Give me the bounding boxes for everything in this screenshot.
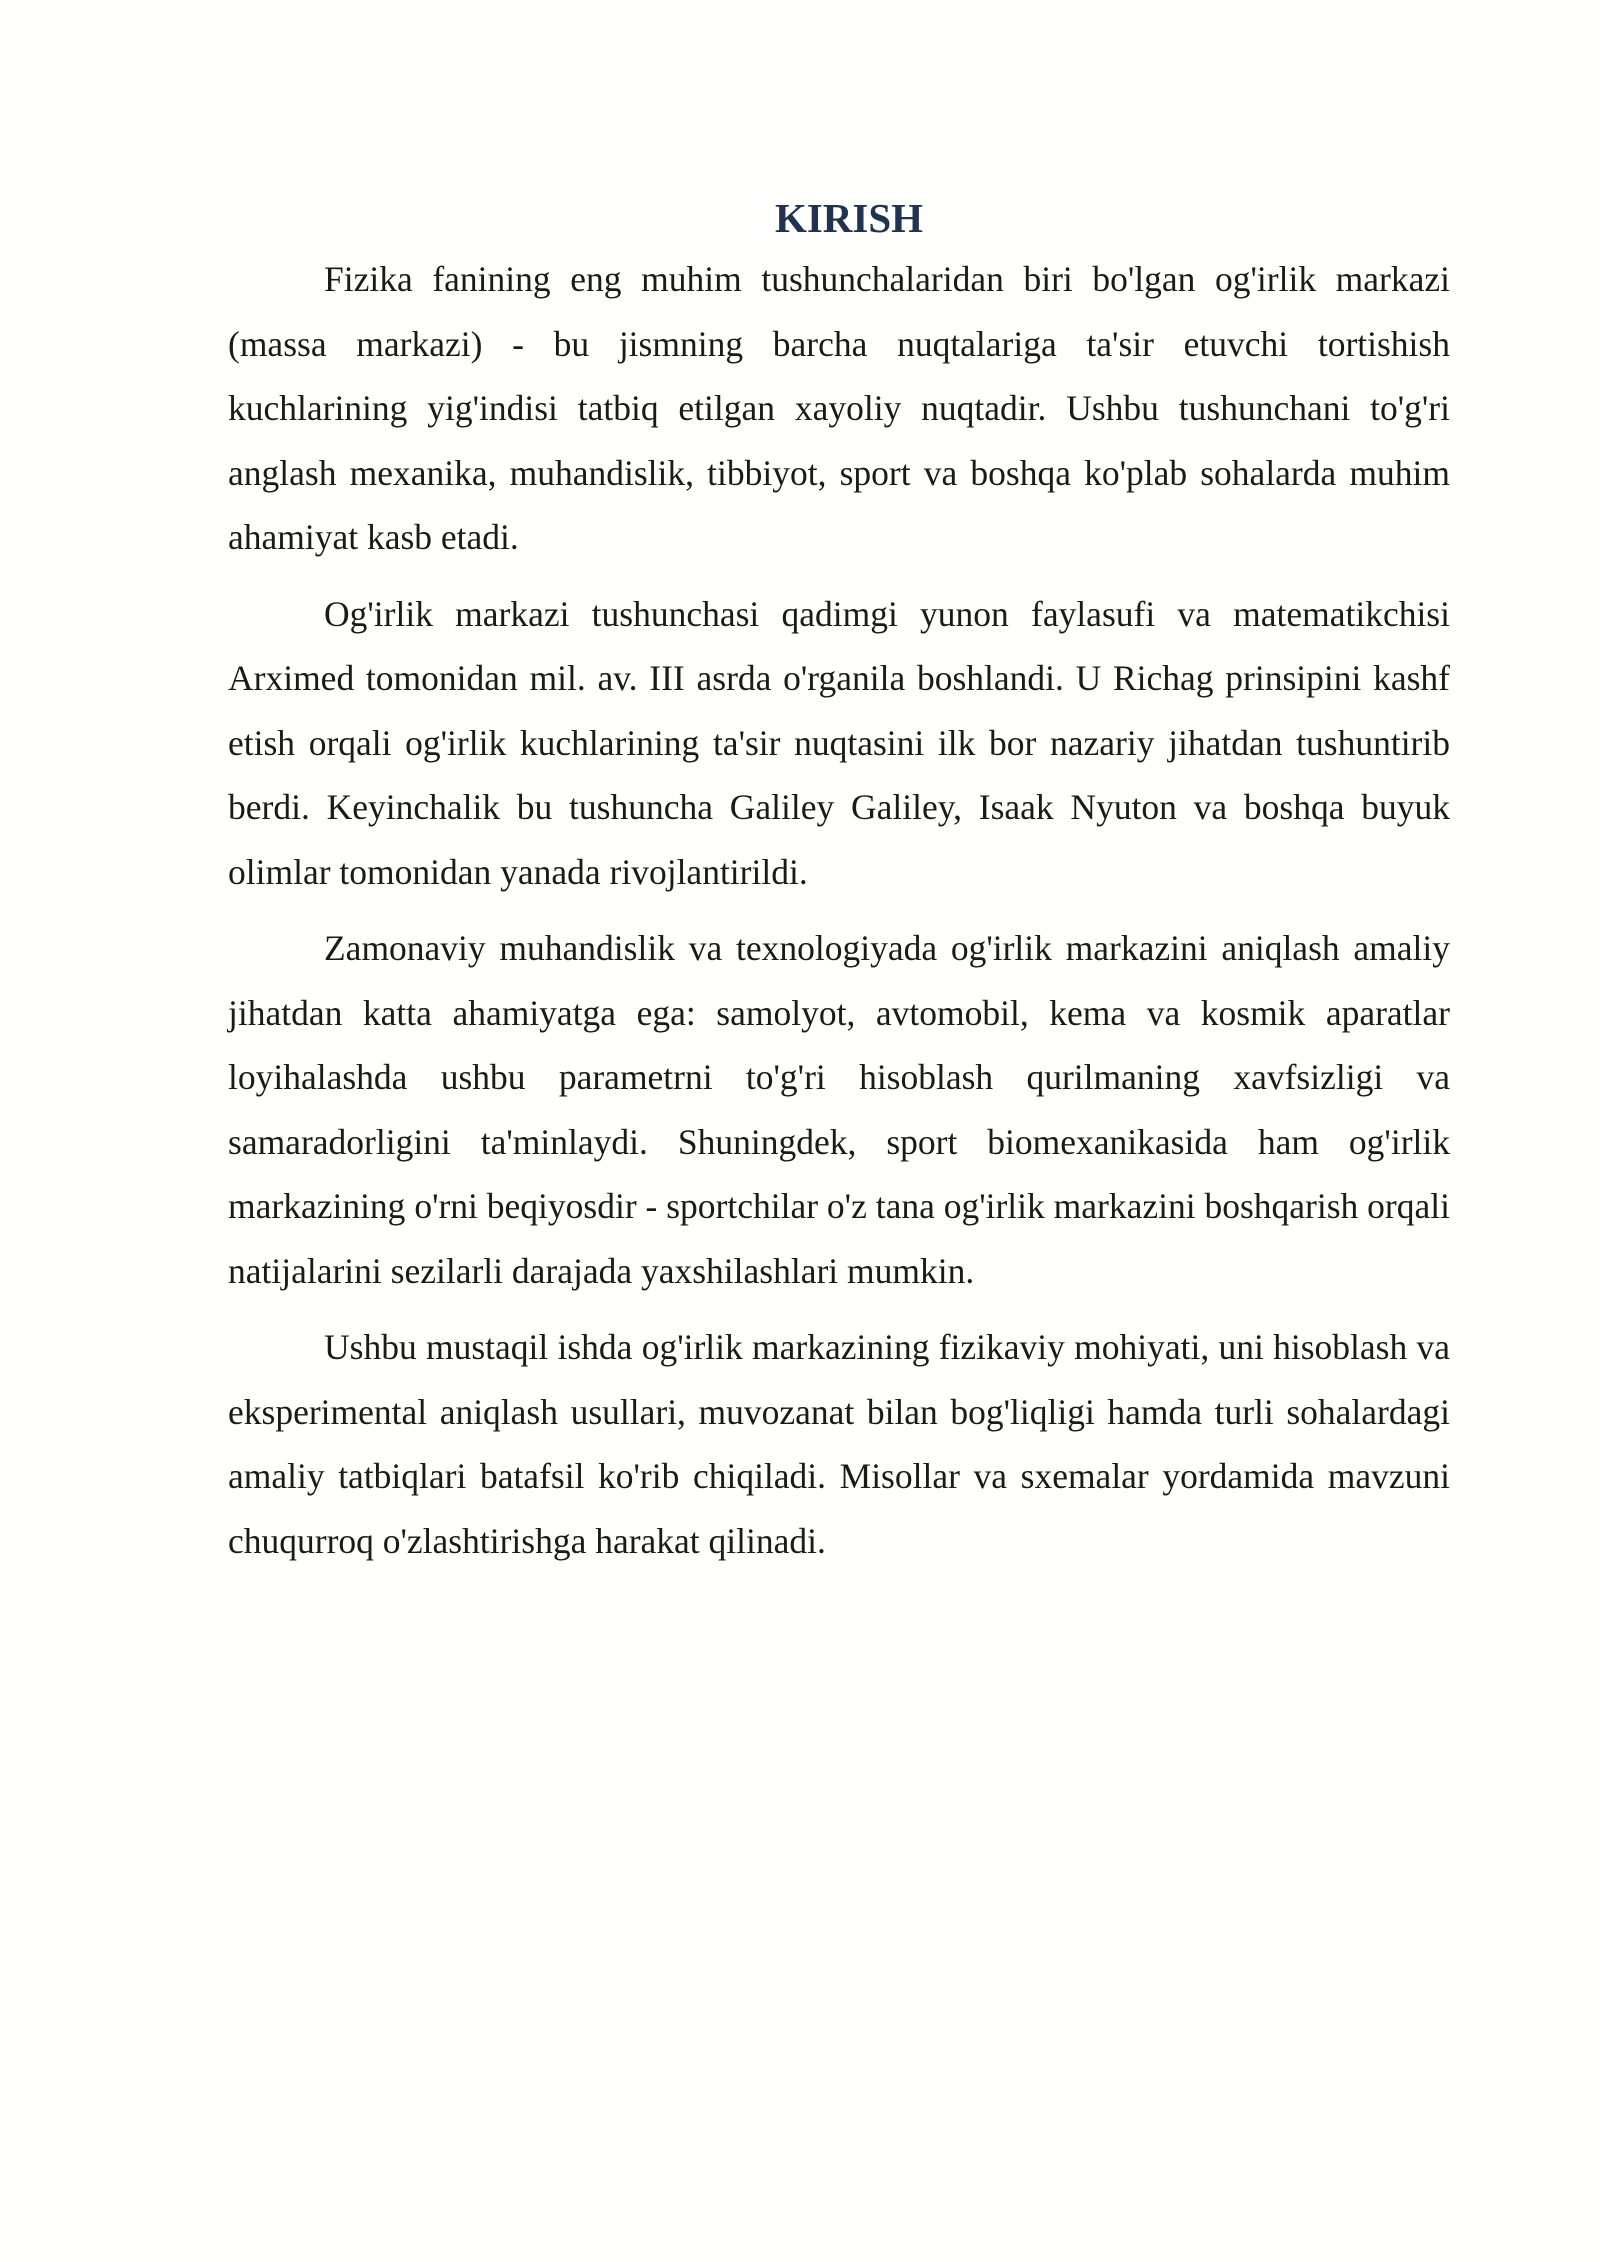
paragraph-3: Zamonaviy muhandislik va texnologiyada og'irlik markazini aniqlash amaliy jihatdan katta ahamiyatga ega: samolyot, avtomobil, kema va kosmik aparatlar loyihalashda ushbu parametrni to'g'ri hisoblash qurilmaning xavfsizligi va samaradorligini ta'minlaydi. Shuningdek, sport biomexanikasida ham og'irlik markazining o'rni beqiyosdir - sportchilar o'z tana og'irlik markazini boshqarish orqali natijalarini sezilarli darajada yaxshilashlari mumkin. (228, 928, 1450, 1291)
paragraph-2: Og'irlik markazi tushunchasi qadimgi yunon faylasufi va matematikchisi Arximed tomonidan mil. av. III asrda o'rganila boshlandi. U Richag prinsipini kashf etish orqali og'irlik kuchlarining ta'sir nuqtasini ilk bor nazariy jihatdan tushuntirib berdi. Keyinchalik bu tushuncha Galiley Galiley, Isaak Nyuton va boshqa buyuk olimlar tomonidan yanada rivojlantirildi. (228, 593, 1450, 892)
page-title: KIRISH (774, 195, 924, 241)
document-body (228, 190, 1450, 1573)
paragraph-1: Fizika fanining eng muhim tushunchalaridan biri bo'lgan og'irlik markazi (massa markazi) - bu jismning barcha nuqtalariga ta'sir etuvchi tortishish kuchlarining yig'indisi tatbiq etilgan xayoliy nuqtadir. Ushbu tushunchani to'g'ri anglash mexanika, muhandislik, tibbiyot, sport va boshqa ko'plab sohalarda muhim ahamiyat kasb etadi. (228, 259, 1450, 557)
paragraph-4: Ushbu mustaqil ishda og'irlik markazining fizikaviy mohiyati, uni hisoblash va eksperimental aniqlash usullari, muvozanat bilan bog'liqligi hamda turli sohalardagi amaliy tatbiqlari batafsil ko'rib chiqiladi. Misollar va sxemalar yordamida mavzuni chuqurroq o'zlashtirishga harakat qilinadi. (228, 1327, 1450, 1561)
